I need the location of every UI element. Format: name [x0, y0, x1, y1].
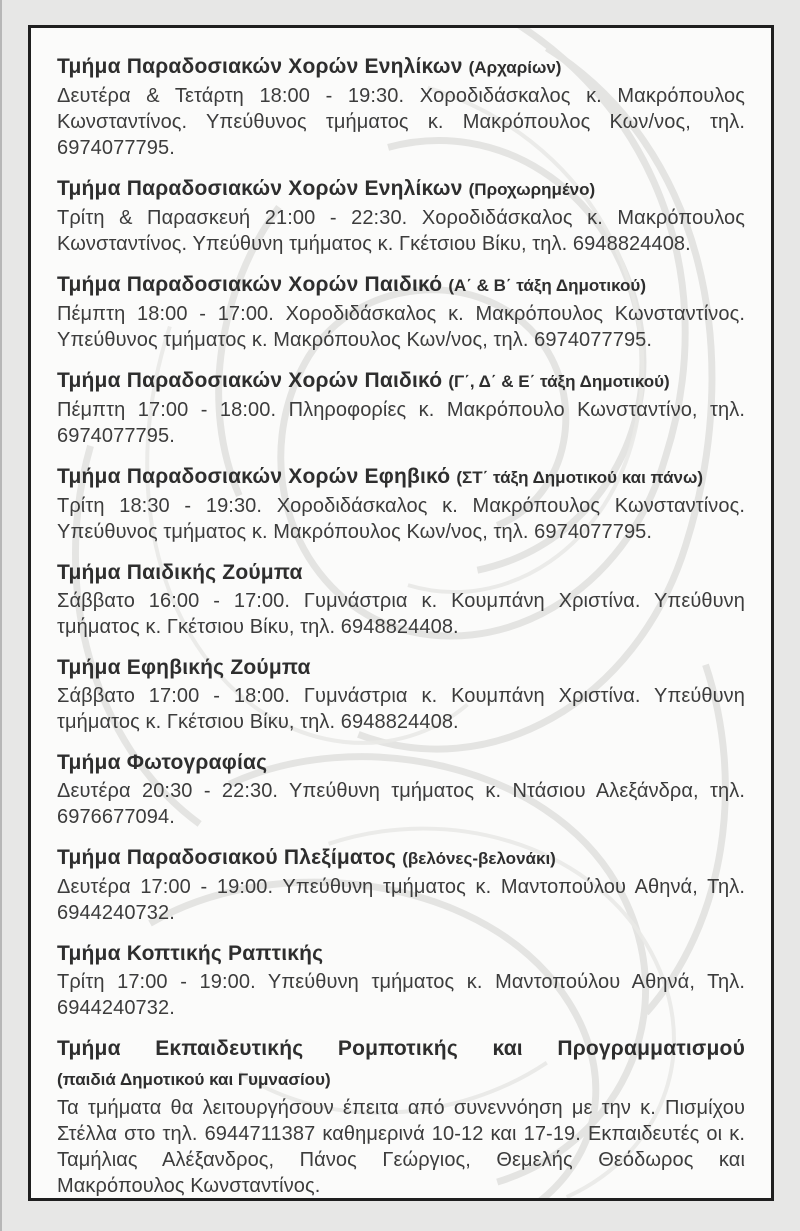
- section-title-text: Τμήμα Εφηβικής Ζούμπα: [57, 656, 311, 679]
- section-details: Δευτέρα 20:30 - 22:30. Υπεύθυνη τμήματος κ. Ντάσιου Αλεξάνδρα, τηλ. 6976677094.: [57, 780, 745, 828]
- section-title: [57, 653, 745, 683]
- section-details: Σάββατο 16:00 - 17:00. Γυμνάστρια κ. Κουμπάνη Χριστίνα. Υπεύθυνη τμήματος κ. Γκέτσιου Βίκυ, τηλ. 6948824408.: [57, 590, 745, 638]
- section-title-text: Τμήμα Παραδοσιακών Χορών Παιδικό: [57, 369, 443, 392]
- section-details: Πέμπτη 18:00 - 17:00. Χοροδιδάσκαλος κ. Μακρόπουλος Κωνσταντίνος. Υπεύθυνος τμήματος κ. Μακρόπουλος Κων/νος, τηλ. 6974077795.: [57, 303, 745, 351]
- section-qualifier: (παιδιά Δημοτικού και Γυμνασίου): [57, 1070, 331, 1089]
- section-title: [57, 558, 745, 588]
- section-qualifier: (Αρχαρίων): [468, 58, 562, 77]
- section-title-text: Τμήμα Παιδικής Ζούμπα: [57, 561, 303, 584]
- schedule-section: [57, 939, 745, 1021]
- schedule-section: [57, 366, 745, 449]
- section-details: Τρίτη 18:30 - 19:30. Χοροδιδάσκαλος κ. Μακρόπουλος Κωνσταντίνος. Υπεύθυνος τμήματος κ. Μακρόπουλος Κων/νος, τηλ. 6974077795.: [57, 495, 745, 543]
- section-title-text: Τμήμα Παραδοσιακών Χορών Παιδικό: [57, 273, 443, 296]
- section-details: Δευτέρα 17:00 - 19:00. Υπεύθυνη τμήματος κ. Μαντοπούλου Αθηνά, Τηλ. 6944240732.: [57, 876, 745, 924]
- section-title: [57, 174, 745, 205]
- section-title-text: Τμήμα Παραδοσιακών Χορών Ενηλίκων: [57, 177, 463, 200]
- section-title-text: Τμήμα Παραδοσιακών Χορών Ενηλίκων: [57, 55, 463, 78]
- section-title-text: Τμήμα Κοπτικής Ραπτικής: [57, 942, 324, 965]
- schedule-section: [57, 462, 745, 545]
- section-qualifier: (βελόνες-βελονάκι): [402, 849, 556, 868]
- section-details: Τρίτη & Παρασκευή 21:00 - 22:30. Χοροδιδάσκαλος κ. Μακρόπουλος Κωνσταντίνος. Υπεύθυνη τμήματος κ. Γκέτσιου Βίκυ, τηλ. 6948824408.: [57, 207, 745, 255]
- section-details: Σάββατο 17:00 - 18:00. Γυμνάστρια κ. Κουμπάνη Χριστίνα. Υπεύθυνη τμήματος κ. Γκέτσιου Βίκυ, τηλ. 6948824408.: [57, 685, 745, 733]
- section-title-text: Τμήμα Εκπαιδευτικής Ρομποτικής και Προγραμματισμού: [57, 1037, 745, 1060]
- section-title: [57, 939, 745, 969]
- section-qualifier: (ΣΤ΄ τάξη Δημοτικού και πάνω): [456, 468, 703, 487]
- sections-list: [31, 28, 771, 1201]
- section-qualifier: (Προχωρημένο): [468, 180, 596, 199]
- section-title-text: Τμήμα Παραδοσιακού Πλεξίματος: [57, 846, 397, 869]
- schedule-section: [57, 748, 745, 830]
- section-title: [57, 270, 745, 301]
- schedule-section: [57, 1034, 745, 1199]
- section-qualifier: (Γ΄, Δ΄ & Ε΄ τάξη Δημοτικού): [448, 372, 670, 391]
- schedule-section: [57, 270, 745, 353]
- schedule-section: [57, 653, 745, 735]
- schedule-section: [57, 843, 745, 926]
- section-title: [57, 366, 745, 397]
- schedule-section: [57, 52, 745, 161]
- section-details: Πέμπτη 17:00 - 18:00. Πληροφορίες κ. Μακρόπουλο Κωνσταντίνο, τηλ. 6974077795.: [57, 399, 745, 447]
- section-title: [57, 1034, 745, 1095]
- schedule-section: [57, 174, 745, 257]
- section-details: Τα τμήματα θα λειτουργήσουν έπειτα από συνεννόηση με την κ. Πισμίχου Στέλλα στο τηλ. 6944711387 καθημερινά 10-12 και 17-19. Εκπαιδευτές οι κ. Ταμήλιας Αλέξανδρος, Πάνος Γεώργιος, Θεμελής Θεόδωρος και Μακρόπουλος Κωνσταντίνος.: [57, 1097, 745, 1197]
- schedule-section: [57, 558, 745, 640]
- section-title-text: Τμήμα Φωτογραφίας: [57, 751, 268, 774]
- section-title: [57, 462, 745, 493]
- schedule-card: [28, 25, 774, 1201]
- section-title: [57, 52, 745, 83]
- section-title-text: Τμήμα Παραδοσιακών Χορών Εφηβικό: [57, 465, 451, 488]
- section-title: [57, 748, 745, 778]
- section-details: Δευτέρα & Τετάρτη 18:00 - 19:30. Χοροδιδάσκαλος κ. Μακρόπουλος Κωνσταντίνος. Υπεύθυνος τμήματος κ. Μακρόπουλος Κων/νος, τηλ. 6974077795.: [57, 85, 745, 159]
- section-details: Τρίτη 17:00 - 19:00. Υπεύθυνη τμήματος κ. Μαντοπούλου Αθηνά, Τηλ. 6944240732.: [57, 971, 745, 1019]
- section-title: [57, 843, 745, 874]
- section-qualifier: (Α΄ & Β΄ τάξη Δημοτικού): [448, 276, 646, 295]
